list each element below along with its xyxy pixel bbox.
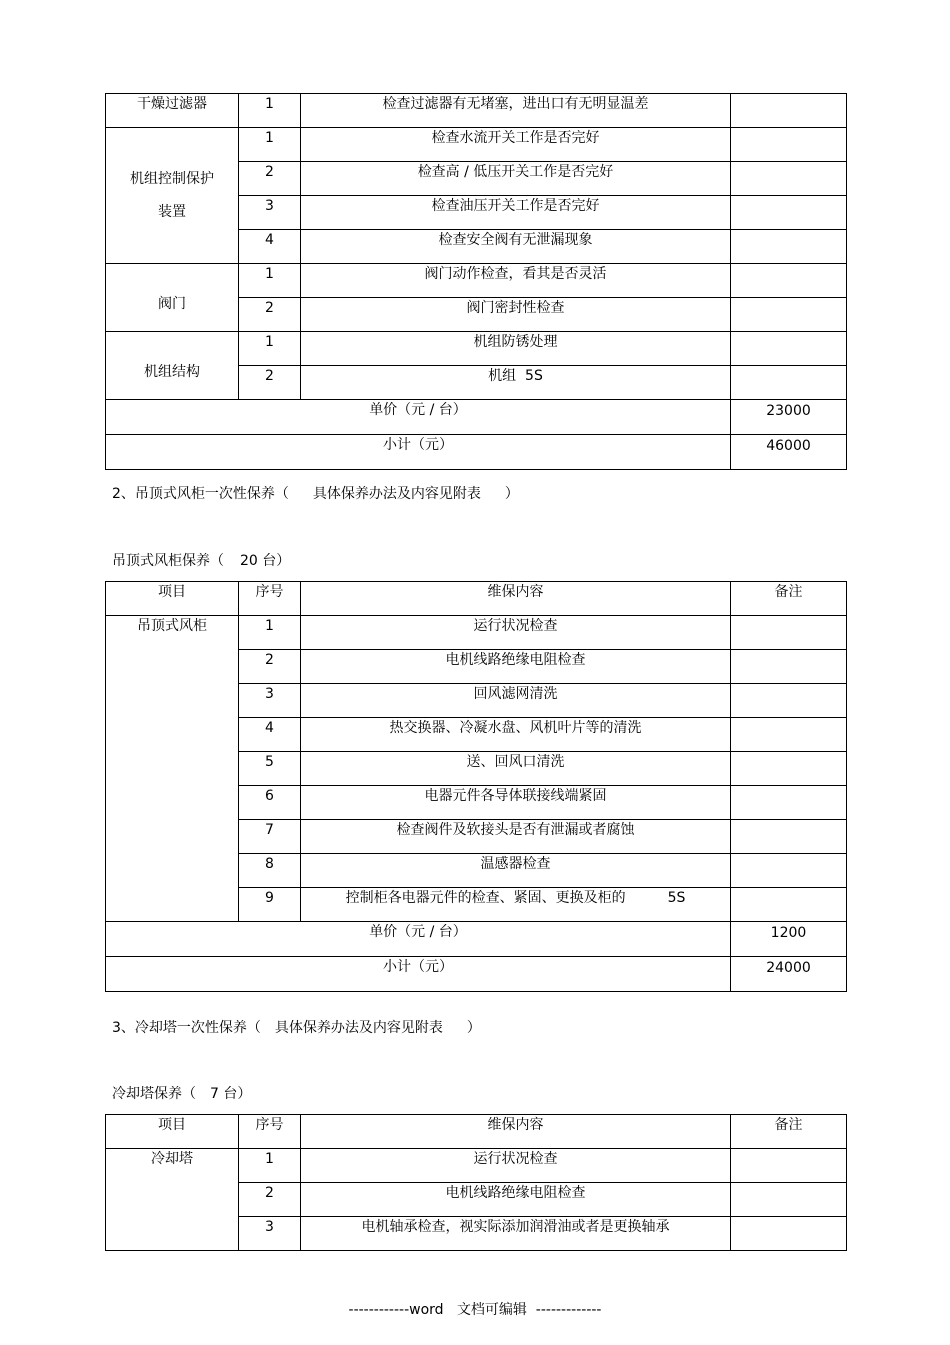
- chiller-maintenance-table: [105, 93, 847, 470]
- content-cell: 温感器检查: [301, 854, 731, 888]
- section2-heading: [112, 483, 519, 503]
- content-cell: 回风滤网清洗: [301, 684, 731, 718]
- header-item: 项目: [106, 582, 239, 616]
- content-cell: 检查水流开关工作是否完好: [301, 128, 731, 162]
- item-cell: 冷却塔: [106, 1149, 239, 1251]
- unit-price-label: 单价（元 / 台）: [106, 400, 731, 435]
- note-cell: [731, 616, 847, 650]
- seq-cell: 1: [239, 616, 301, 650]
- table-row: [106, 1149, 847, 1183]
- seq-cell: 2: [239, 298, 301, 332]
- content-cell: 电机线路绝缘电阻检查: [301, 650, 731, 684]
- seq-cell: 4: [239, 230, 301, 264]
- note-cell: [731, 718, 847, 752]
- subtotal-row: [106, 435, 847, 470]
- section2-heading-b: 具体保养办法及内容见附表: [312, 486, 481, 502]
- content-cell: 机组防锈处理: [301, 332, 731, 366]
- seq-cell: 9: [239, 888, 301, 922]
- table-row: [106, 616, 847, 650]
- seq-cell: 7: [239, 820, 301, 854]
- section2-subheading-b: 20 台）: [240, 553, 291, 569]
- unit-price-row: [106, 400, 847, 435]
- note-cell: [731, 684, 847, 718]
- note-cell: [731, 196, 847, 230]
- content-cell: 检查过滤器有无堵塞，进出口有无明显温差: [301, 94, 731, 128]
- item-cell-structure: 机组结构: [106, 332, 239, 400]
- subtotal-value: 46000: [731, 435, 847, 470]
- section3-subheading-a: 冷却塔保养（: [112, 1086, 196, 1102]
- note-cell: [731, 888, 847, 922]
- content-cell: 电机轴承检查，视实际添加润滑油或者是更换轴承: [301, 1217, 731, 1251]
- subtotal-value: 24000: [731, 957, 847, 992]
- section2-heading-c: ）: [504, 486, 519, 502]
- content-cell: 机组 5S: [301, 366, 731, 400]
- content-cell: [301, 888, 731, 922]
- note-cell: [731, 752, 847, 786]
- note-cell: [731, 1183, 847, 1217]
- table-header-row: [106, 1115, 847, 1149]
- header-item: 项目: [106, 1115, 239, 1149]
- header-seq: 序号: [239, 582, 301, 616]
- seq-cell: 6: [239, 786, 301, 820]
- seq-cell: 3: [239, 1217, 301, 1251]
- content-cell: 电器元件各导体联接线端紧固: [301, 786, 731, 820]
- content-text-suffix: 5S: [667, 890, 686, 906]
- seq-cell: 4: [239, 718, 301, 752]
- section2-heading-a: 2、吊顶式风柜一次性保养（: [112, 486, 289, 502]
- header-note: 备注: [731, 1115, 847, 1149]
- seq-cell: 3: [239, 196, 301, 230]
- section3-subheading: [112, 1083, 251, 1103]
- content-cell: 检查油压开关工作是否完好: [301, 196, 731, 230]
- page-footer: ------------word 文档可编辑 -------------: [348, 1302, 602, 1318]
- table-row: [106, 332, 847, 366]
- seq-cell: 2: [239, 366, 301, 400]
- content-cell: 检查安全阀有无泄漏现象: [301, 230, 731, 264]
- content-cell: 电机线路绝缘电阻检查: [301, 1183, 731, 1217]
- subtotal-label: 小计（元）: [106, 957, 731, 992]
- content-cell: 运行状况检查: [301, 1149, 731, 1183]
- content-cell: 检查高 / 低压开关工作是否完好: [301, 162, 731, 196]
- seq-cell: 1: [239, 264, 301, 298]
- note-cell: [731, 366, 847, 400]
- seq-cell: 5: [239, 752, 301, 786]
- seq-cell: 3: [239, 684, 301, 718]
- ceiling-ahu-maintenance-table: [105, 581, 847, 992]
- section3-subheading-b: 7 台）: [210, 1086, 252, 1102]
- seq-cell: 1: [239, 332, 301, 366]
- table-header-row: [106, 582, 847, 616]
- seq-cell: 2: [239, 162, 301, 196]
- item-cell: 吊顶式风柜: [106, 616, 239, 922]
- content-text: 控制柜各电器元件的检查、紧固、更换及柜的: [345, 890, 626, 906]
- note-cell: [731, 854, 847, 888]
- content-cell: 运行状况检查: [301, 616, 731, 650]
- item-label-line1: 机组控制保护: [130, 170, 214, 187]
- note-cell: [731, 162, 847, 196]
- seq-cell: 2: [239, 1183, 301, 1217]
- note-cell: [731, 94, 847, 128]
- note-cell: [731, 786, 847, 820]
- note-cell: [731, 1217, 847, 1251]
- note-cell: [731, 1149, 847, 1183]
- section3-heading-c: ）: [466, 1020, 481, 1036]
- seq-cell: 2: [239, 650, 301, 684]
- section3-heading: [112, 1017, 481, 1037]
- section3-heading-a: 3、冷却塔一次性保养（: [112, 1020, 261, 1036]
- unit-price-row: [106, 922, 847, 957]
- table-row: [106, 264, 847, 298]
- header-content: 维保内容: [301, 582, 731, 616]
- table-row: [106, 94, 847, 128]
- subtotal-row: [106, 957, 847, 992]
- item-label-line2: 装置: [158, 203, 186, 220]
- content-cell: 检查阀件及软接头是否有泄漏或者腐蚀: [301, 820, 731, 854]
- seq-cell: 1: [239, 128, 301, 162]
- note-cell: [731, 820, 847, 854]
- cooling-tower-maintenance-table: [105, 1114, 847, 1251]
- seq-cell: 1: [239, 94, 301, 128]
- subtotal-label: 小计（元）: [106, 435, 731, 470]
- content-cell: 热交换器、冷凝水盘、风机叶片等的清洗: [301, 718, 731, 752]
- item-cell-valve: 阀门: [106, 264, 239, 332]
- content-cell: 阀门密封性检查: [301, 298, 731, 332]
- table-row: [106, 128, 847, 162]
- item-cell-control-protection: [106, 128, 239, 264]
- section3-heading-b: 具体保养办法及内容见附表: [274, 1020, 443, 1036]
- note-cell: [731, 332, 847, 366]
- section2-subheading-a: 吊顶式风柜保养（: [112, 553, 224, 569]
- content-cell: 阀门动作检查，看其是否灵活: [301, 264, 731, 298]
- note-cell: [731, 230, 847, 264]
- unit-price-label: 单价（元 / 台）: [106, 922, 731, 957]
- unit-price-value: 1200: [731, 922, 847, 957]
- note-cell: [731, 650, 847, 684]
- note-cell: [731, 264, 847, 298]
- note-cell: [731, 128, 847, 162]
- seq-cell: 8: [239, 854, 301, 888]
- header-content: 维保内容: [301, 1115, 731, 1149]
- section2-subheading: [112, 550, 290, 570]
- note-cell: [731, 298, 847, 332]
- item-cell: 干燥过滤器: [106, 94, 239, 128]
- unit-price-value: 23000: [731, 400, 847, 435]
- seq-cell: 1: [239, 1149, 301, 1183]
- header-note: 备注: [731, 582, 847, 616]
- content-cell: 送、回风口清洗: [301, 752, 731, 786]
- header-seq: 序号: [239, 1115, 301, 1149]
